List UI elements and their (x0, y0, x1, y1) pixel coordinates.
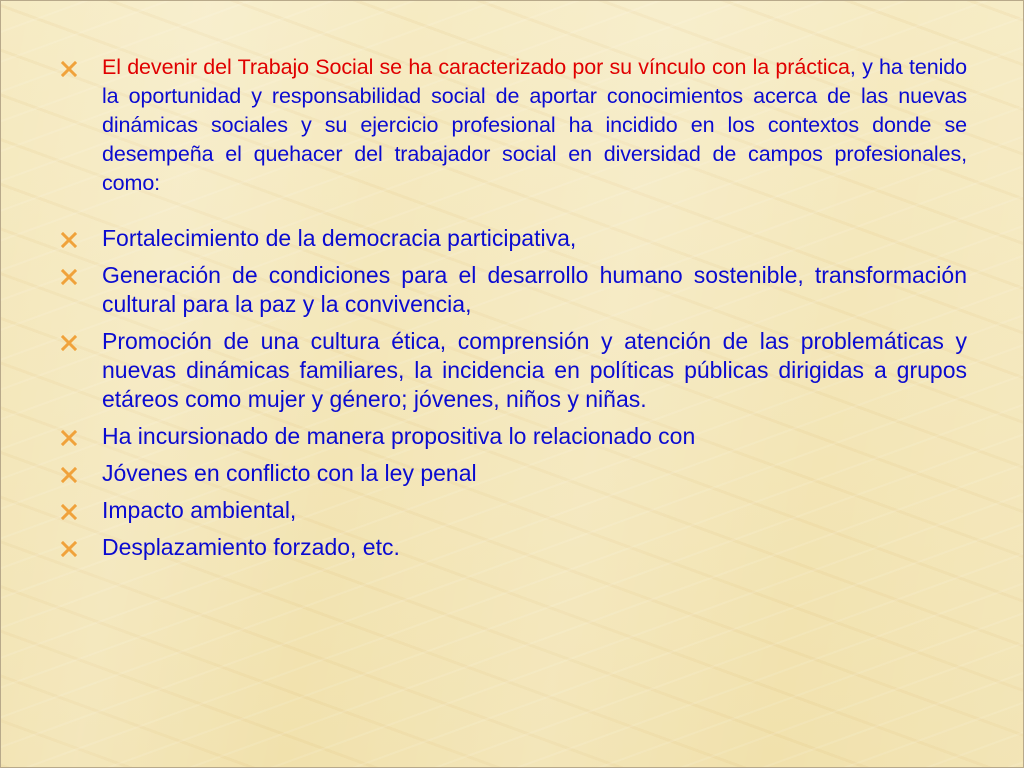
bullet-item-5 (59, 422, 967, 451)
bullet-item-4 (59, 327, 967, 414)
bullet-item-3-text: Generación de condiciones para el desarrollo humano sostenible, transformación cultural para la paz y la convivencia, (102, 262, 967, 317)
bullet-list (59, 53, 967, 570)
bullet-item-6 (59, 459, 967, 488)
bullet-item-6-text: Jóvenes en conflicto con la ley penal (102, 460, 477, 486)
bullet-item-3 (59, 261, 967, 319)
x-mark-icon (61, 61, 77, 77)
x-mark-icon (61, 504, 77, 520)
bullet-item-2-text: Fortalecimiento de la democracia participativa, (102, 225, 577, 251)
bullet-item-1 (59, 53, 967, 198)
x-mark-icon (61, 467, 77, 483)
x-mark-icon (61, 269, 77, 285)
x-mark-icon (61, 232, 77, 248)
bullet-item-2 (59, 224, 967, 253)
bullet-item-1-red-text: El devenir del Trabajo Social se ha caracterizado por su vínculo con la práctica (102, 55, 850, 79)
bullet-item-1-text: , y ha tenido la oportunidad y responsabilidad social de aportar conocimientos acerca de las nuevas dinámicas sociales y su ejercicio profesional ha incidido en los contextos donde se desempeña el quehacer del trabajador social en diversidad de campos profesionales, como: (102, 55, 967, 195)
bullet-item-8 (59, 533, 967, 562)
bullet-item-7-text: Impacto ambiental, (102, 497, 297, 523)
bullet-item-4-text: Promoción de una cultura ética, comprensión y atención de las problemáticas y nuevas dinámicas familiares, la incidencia en políticas públicas dirigidas a grupos etáreos como mujer y género; jóvenes, niños y niñas. (102, 328, 967, 412)
x-mark-icon (61, 335, 77, 351)
bullet-item-8-text: Desplazamiento forzado, etc. (102, 534, 400, 560)
bullet-item-5-text: Ha incursionado de manera propositiva lo relacionado con (102, 423, 696, 449)
x-mark-icon (61, 430, 77, 446)
x-mark-icon (61, 541, 77, 557)
bullet-item-7 (59, 496, 967, 525)
